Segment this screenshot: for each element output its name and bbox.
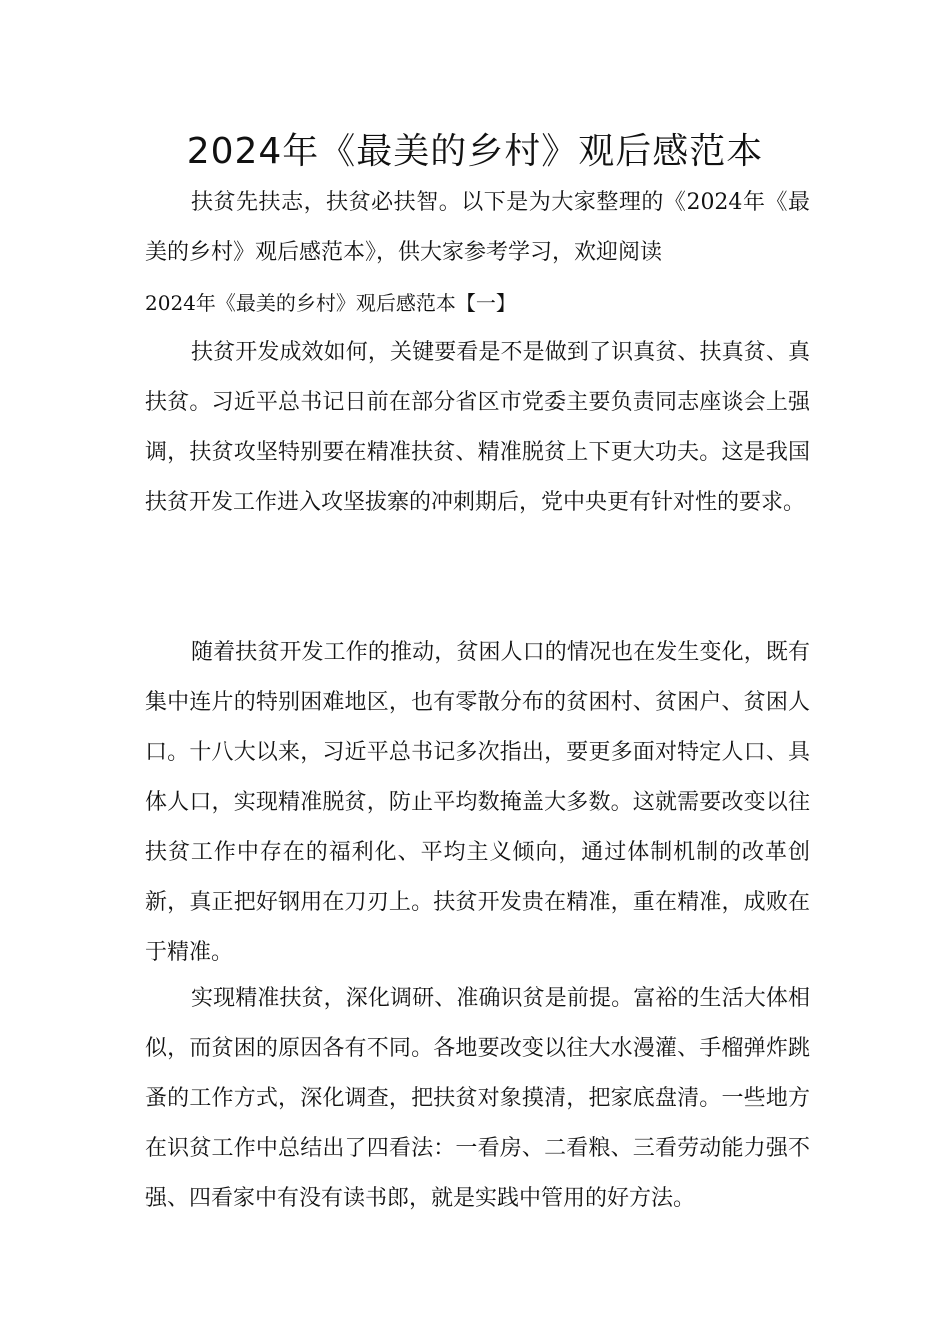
document-title: 2024年《最美的乡村》观后感范本: [186, 131, 764, 172]
body-paragraph-1: 扶贫开发成效如何，关键要看是不是做到了识真贫、扶真贫、真扶贫。习近平总书记日前在部分省区市党委主要负责同志座谈会上强调，扶贫攻坚特别要在精准扶贫、精准脱贫上下更大功夫。这是我国扶贫开发工作进入攻坚拔寨的冲刺期后，党中央更有针对性的要求。: [145, 340, 810, 515]
section-heading: 2024年《最美的乡村》观后感范本【一】: [145, 291, 516, 315]
body-paragraph-3: 实现精准扶贫，深化调研、准确识贫是前提。富裕的生活大体相似，而贫困的原因各有不同。各地要改变以往大水漫灌、手榴弹炸跳蚤的工作方式，深化调查，把扶贫对象摸清，把家底盘清。一些地方在识贫工作中总结出了四看法：一看房、二看粮、三看劳动能力强不强、四看家中有没有读书郎，就是实践中管用的好方法。: [145, 986, 810, 1211]
body-paragraph-2: 随着扶贫开发工作的推动，贫困人口的情况也在发生变化，既有集中连片的特别困难地区，也有零散分布的贫困村、贫困户、贫困人口。十八大以来，习近平总书记多次指出，要更多面对特定人口、具体人口，实现精准脱贫，防止平均数掩盖大多数。这就需要改变以往扶贫工作中存在的福利化、平均主义倾向，通过体制机制的改革创新，真正把好钢用在刀刃上。扶贫开发贵在精准，重在精准，成败在于精准。: [145, 640, 810, 965]
intro-paragraph: 扶贫先扶志，扶贫必扶智。以下是为大家整理的《2024年《最美的乡村》观后感范本》，供大家参考学习，欢迎阅读: [145, 190, 810, 265]
